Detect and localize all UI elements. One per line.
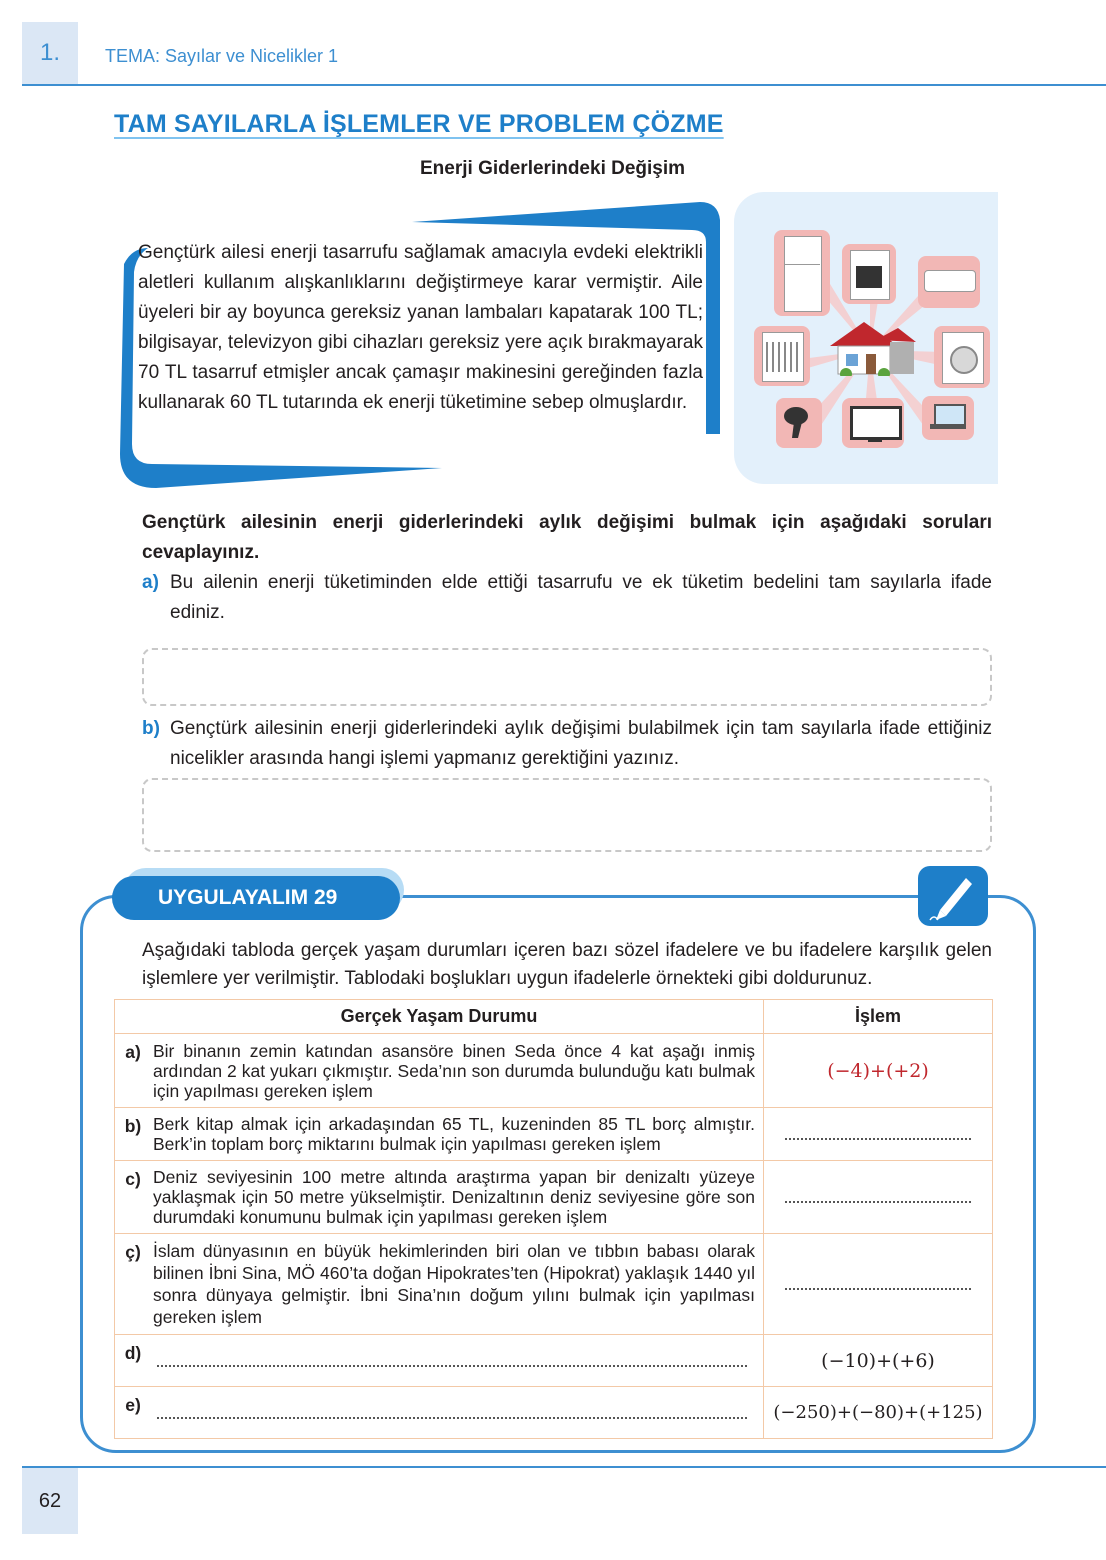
washing-machine-icon xyxy=(934,326,990,388)
activity-intro: Aşağıdaki tabloda gerçek yaşam durumları içeren bazı sözel ifadelere ve bu ifadelere karşılık gelen işlemlere yer verilmiştir. Tablodaki boşlukları uygun ifadelerle örnekteki gibi doldurunuz. xyxy=(142,940,992,989)
television-icon xyxy=(842,398,904,448)
row-situation: Bir binanın zemin katından asansöre binen Seda önce 4 kat aşağı inmiş ardından 2 kat yukarı çıkmıştır. Seda’nın son durumda bulunduğu katı bulmak için yapılması gereken işlem xyxy=(151,1034,764,1108)
question-b xyxy=(142,714,992,774)
fill-in-dots xyxy=(785,1197,971,1203)
air-conditioner-icon xyxy=(918,256,980,308)
table-row xyxy=(115,1161,993,1234)
row-operation: (−250)+(−80)+(+125) xyxy=(764,1387,993,1439)
question-letter: b) xyxy=(142,718,160,739)
row-operation: (−10)+(+6) xyxy=(764,1335,993,1387)
refrigerator-icon xyxy=(774,230,830,316)
house-icon xyxy=(826,318,918,376)
fill-in-dots xyxy=(785,1284,971,1290)
question-letter: a) xyxy=(142,572,159,593)
row-operation-blank[interactable] xyxy=(764,1234,993,1335)
table-row xyxy=(115,1234,993,1335)
dishwasher-icon xyxy=(754,326,810,386)
column-header-situation: Gerçek Yaşam Durumu xyxy=(115,1000,764,1034)
footer-divider xyxy=(22,1466,1106,1468)
fill-in-dots xyxy=(785,1134,971,1140)
column-header-operation: İşlem xyxy=(764,1000,993,1034)
row-letter: ç) xyxy=(115,1234,152,1335)
answer-box-a[interactable] xyxy=(142,648,992,706)
answer-box-b[interactable] xyxy=(142,778,992,852)
row-situation-blank[interactable] xyxy=(151,1335,764,1387)
row-letter: e) xyxy=(115,1387,152,1439)
row-letter: a) xyxy=(115,1034,152,1108)
question-text: Bu ailenin enerji tüketiminden elde ettiği tasarrufu ve ek tüketim bedelini tam sayılarla ifade ediniz. xyxy=(170,572,992,623)
question-text: Gençtürk ailesinin enerji giderlerindeki aylık değişimi bulabilmek için tam sayılarla ifade ettiğiniz nicelikler arasında hangi işlemi yapmanız gerektiğini yazınız. xyxy=(170,718,992,769)
pencil-icon xyxy=(918,866,988,926)
question-a xyxy=(142,568,992,628)
table-row xyxy=(115,1387,993,1439)
page-subtitle: Enerji Giderlerindeki Değişim xyxy=(420,158,686,179)
oven-icon xyxy=(842,244,896,304)
header-divider xyxy=(22,84,1106,86)
questions-intro: Gençtürk ailesinin enerji giderlerindeki aylık değişimi bulmak için aşağıdaki soruları cevaplayınız. xyxy=(142,512,992,563)
fill-in-dots xyxy=(157,1407,747,1419)
theme-title: TEMA: Sayılar ve Nicelikler 1 xyxy=(105,46,339,66)
laptop-icon xyxy=(922,396,974,440)
row-letter: c) xyxy=(115,1161,152,1234)
table-row xyxy=(115,1108,993,1161)
table-row xyxy=(115,1034,993,1108)
row-situation: İslam dünyasının en büyük hekimlerinden biri olan ve tıbbın babası olarak bilinen İbni Sina, MÖ 460’ta doğan Hipokrates’ten (Hipokrat) yaklaşık 1440 yıl sonra dünyaya gelmiştir. İbni Sina’nın doğum yılını bulmak için yapılması gereken işlem xyxy=(151,1234,764,1335)
story-text: Gençtürk ailesi enerji tasarrufu sağlamak amacıyla evdeki elektrikli aletleri kullanım alışkanlıklarını değiştirmeye karar vermiştir. Aile üyeleri bir ay boyunca gereksiz yanan lambaları kapatarak 100 TL; bilgisayar, televizyon gibi cihazları gereksiz yere açık bırakmayarak 70 TL tasarruf etmişler ancak çamaşır makinesini gereğinden fazla kullanarak 60 TL tutarında ek enerji tüketimine sebep olmuşlardır. xyxy=(138,242,703,413)
row-operation: (−4)+(+2) xyxy=(764,1034,993,1108)
unit-number: 1. xyxy=(22,22,78,84)
row-situation-blank[interactable] xyxy=(151,1387,764,1439)
row-operation-blank[interactable] xyxy=(764,1161,993,1234)
table-row xyxy=(115,1335,993,1387)
row-operation-blank[interactable] xyxy=(764,1108,993,1161)
page-title: TAM SAYILARLA İŞLEMLER VE PROBLEM ÇÖZME xyxy=(114,110,724,138)
table-header-row xyxy=(115,1000,993,1034)
activity-label: UYGULAYALIM 29 xyxy=(112,876,400,920)
operations-table xyxy=(114,999,993,1439)
row-situation: Deniz seviyesinin 100 metre altında araştırma yapan bir denizaltı yüzeye yaklaşmak için 50 metre yükselmiştir. Denizaltının deniz seviyesine göre son durumdaki konumunu bulmak için yapılması gereken işlem xyxy=(151,1161,764,1234)
row-situation: Berk kitap almak için arkadaşından 65 TL, kuzeninden 85 TL borç almıştır. Berk’in toplam borç miktarını bulmak için yapılması gereken işlem xyxy=(151,1108,764,1161)
hair-dryer-icon xyxy=(776,398,822,448)
page-number: 62 xyxy=(22,1468,78,1534)
row-letter: b) xyxy=(115,1108,152,1161)
fill-in-dots xyxy=(157,1355,747,1367)
row-letter: d) xyxy=(115,1335,152,1387)
